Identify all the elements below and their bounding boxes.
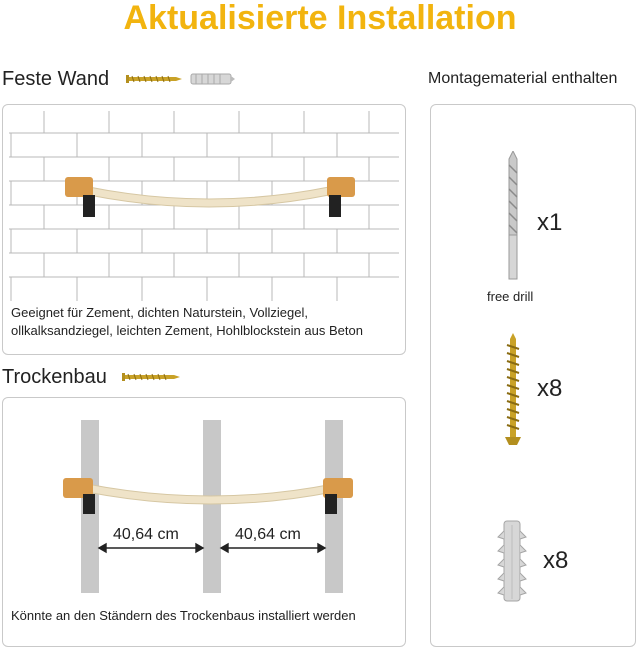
screw-icon (126, 74, 182, 84)
screw-icon (503, 333, 523, 447)
stud-spacing-right: 40,64 cm (235, 526, 301, 543)
hammock-shelf (89, 187, 329, 207)
stud-middle (203, 420, 221, 593)
drywall-heading: Trockenbau (2, 366, 107, 388)
wall-anchor-icon (497, 517, 527, 605)
left-bracket-metal (83, 494, 95, 514)
right-bracket-metal (325, 494, 337, 514)
right-bracket-wood (327, 177, 355, 197)
solid-wall-description-2: ollkalksandziegel, leichten Zement, Hohlblockstein aus Beton (11, 323, 363, 338)
materials-panel (430, 104, 636, 647)
solid-wall-description-1: Geeignet für Zement, dichten Naturstein, Vollziegel, (11, 305, 308, 320)
wall-anchor-icon (190, 72, 236, 86)
drywall-description: Könnte an den Ständern des Trockenbaus installiert werden (11, 608, 356, 623)
brick-wall-illustration (9, 111, 399, 301)
drill-bit-icon (505, 151, 521, 281)
drill-label: free drill (487, 289, 534, 304)
page-title: Aktualisierte Installation (123, 0, 517, 37)
drill-count: x1 (537, 209, 563, 236)
screw-icon (122, 372, 180, 382)
left-bracket-metal (83, 195, 95, 217)
screw-count: x8 (537, 375, 563, 402)
stud-spacing-left: 40,64 cm (113, 526, 179, 543)
solid-wall-panel (2, 104, 406, 355)
solid-wall-heading: Feste Wand (2, 68, 110, 90)
right-bracket-metal (329, 195, 341, 217)
anchor-count: x8 (543, 547, 569, 574)
drywall-panel (2, 397, 406, 647)
drywall-studs-illustration (3, 398, 407, 593)
materials-heading: Montagematerial enthalten (428, 70, 618, 87)
left-bracket-wood (65, 177, 93, 197)
